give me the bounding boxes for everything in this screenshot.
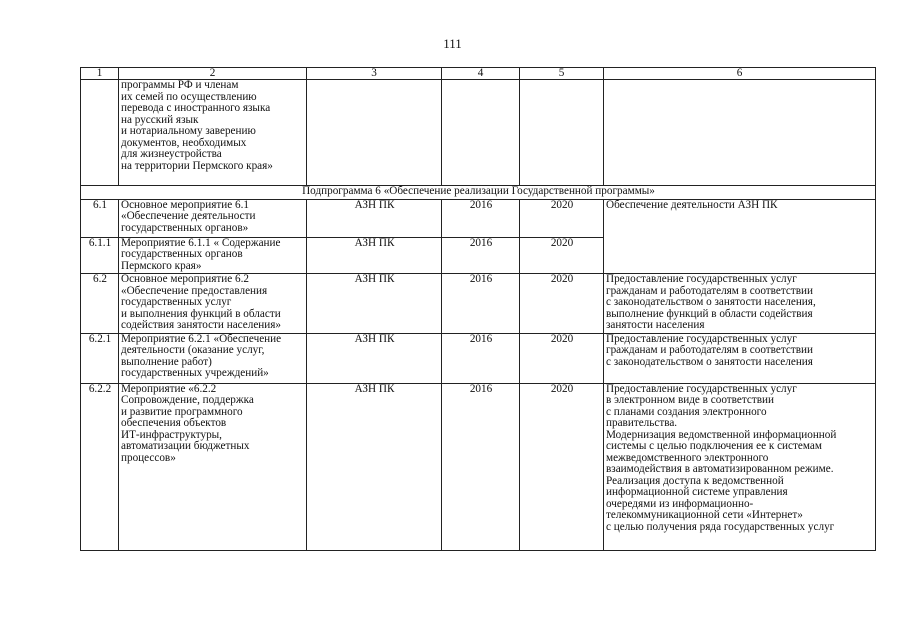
row-start-year: 2016 — [442, 383, 520, 550]
column-header-5: 5 — [520, 68, 604, 80]
row-measure-name: Основное мероприятие 6.1 «Обеспечение деятельности государственных органов» — [119, 199, 307, 237]
row-number: 6.2.1 — [81, 333, 119, 383]
row-executor: АЗН ПК — [307, 237, 442, 274]
column-header-row — [81, 68, 876, 80]
column-header-2: 2 — [119, 68, 307, 80]
page-number: 111 — [443, 36, 462, 51]
row-start-year: 2016 — [442, 199, 520, 237]
row-number: 6.1.1 — [81, 237, 119, 274]
row-executor: АЗН ПК — [307, 333, 442, 383]
continuation-num-cell — [81, 80, 119, 186]
row-measure-name: Мероприятие «6.2.2 Сопровождение, поддержка и развитие программного обеспечения объектов ИТ-инфраструктуры, автоматизации бюджетных процессов» — [119, 383, 307, 550]
subprogram-row — [81, 186, 876, 200]
row-start-year: 2016 — [442, 237, 520, 274]
continuation-result-cell — [604, 80, 876, 186]
plan-table — [80, 67, 876, 551]
row-end-year: 2020 — [520, 333, 604, 383]
column-header-4: 4 — [442, 68, 520, 80]
row-executor: АЗН ПК — [307, 199, 442, 237]
row-executor: АЗН ПК — [307, 383, 442, 550]
row-measure-name: Мероприятие 6.2.1 «Обеспечение деятельности (оказание услуг, выполнение работ) государственных учреждений» — [119, 333, 307, 383]
row-number: 6.1 — [81, 199, 119, 237]
row-measure-name: Мероприятие 6.1.1 « Содержание государственных органов Пермского края» — [119, 237, 307, 274]
table-row — [81, 333, 876, 383]
continuation-name-cell: программы РФ и членам их семей по осуществлению перевода с иностранного языка на русский язык и нотариальному заверению документов, необходимых для жизнеустройства на территории Пермского края» — [119, 80, 307, 186]
continuation-end-cell — [520, 80, 604, 186]
row-end-year: 2020 — [520, 237, 604, 274]
table-row — [81, 199, 876, 237]
row-start-year: 2016 — [442, 333, 520, 383]
row-end-year: 2020 — [520, 383, 604, 550]
row-expected-result: Обеспечение деятельности АЗН ПК — [604, 199, 876, 274]
continuation-executor-cell — [307, 80, 442, 186]
row-number: 6.2.2 — [81, 383, 119, 550]
column-header-6: 6 — [604, 68, 876, 80]
continuation-row — [81, 80, 876, 186]
row-expected-result: Предоставление государственных услуг в электронном виде в соответствии с планами создания электронного правительства. Модернизация ведомственной информационной системы с целью подключения ее к системам межведомственного электронного взаимодействия в автоматизированном режиме. Реализация доступа к ведомственной информационной системе управления очередями из информационно- телекоммуникационной сети «Интернет» с целью получения ряда государственных услуг — [604, 383, 876, 550]
row-expected-result: Предоставление государственных услуг гражданам и работодателям в соответствии с законодательством о занятости населения — [604, 333, 876, 383]
row-start-year: 2016 — [442, 274, 520, 334]
column-header-3: 3 — [307, 68, 442, 80]
row-number: 6.2 — [81, 274, 119, 334]
column-header-1: 1 — [81, 68, 119, 80]
row-measure-name: Основное мероприятие 6.2 «Обеспечение предоставления государственных услуг и выполнения функций в области содействия занятости населения» — [119, 274, 307, 334]
row-expected-result: Предоставление государственных услуг гражданам и работодателям в соответствии с законодательством о занятости населения, выполнение функций в области содействия занятости населения — [604, 274, 876, 334]
continuation-start-cell — [442, 80, 520, 186]
row-executor: АЗН ПК — [307, 274, 442, 334]
row-end-year: 2020 — [520, 274, 604, 334]
row-end-year: 2020 — [520, 199, 604, 237]
table-row — [81, 383, 876, 550]
table-row — [81, 274, 876, 334]
subprogram-title: Подпрограмма 6 «Обеспечение реализации Государственной программы» — [81, 186, 876, 200]
